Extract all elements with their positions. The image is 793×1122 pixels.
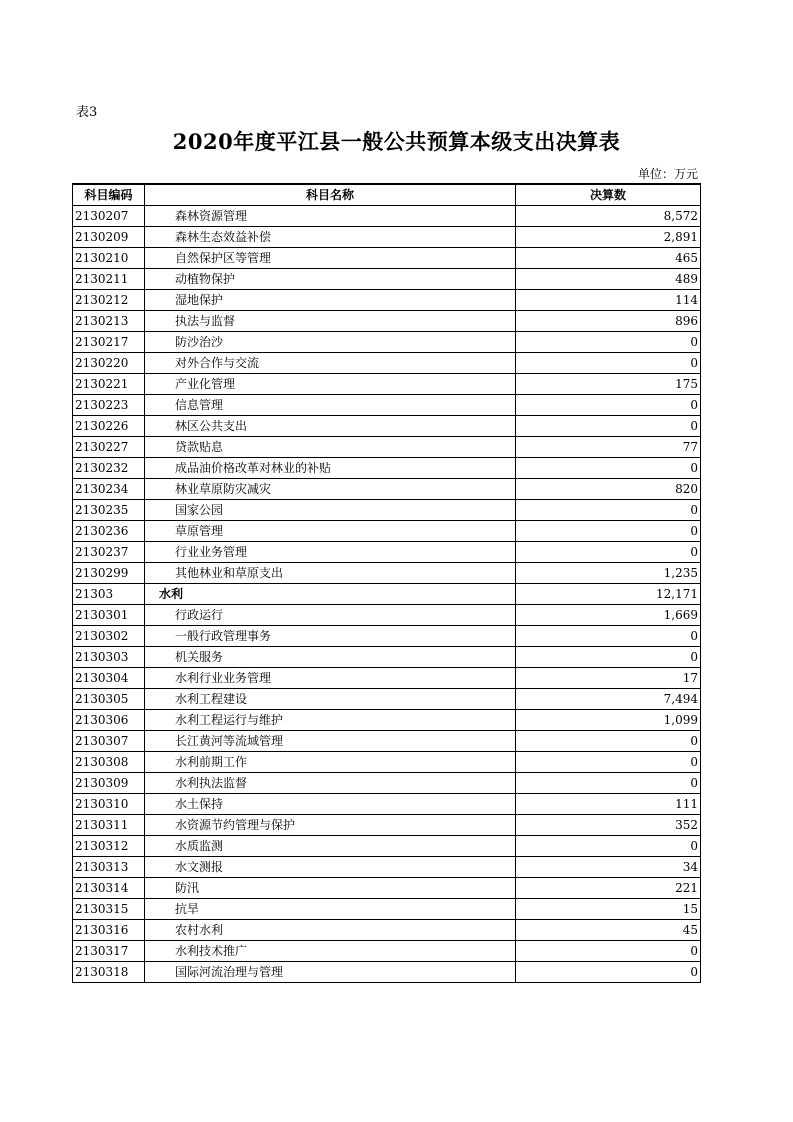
header-name: 科目名称 — [145, 184, 516, 206]
table-row — [73, 962, 701, 983]
cell-name: 行业业务管理 — [145, 542, 516, 563]
cell-amount: 114 — [516, 290, 701, 311]
table-row — [73, 248, 701, 269]
cell-name: 自然保护区等管理 — [145, 248, 516, 269]
table-row — [73, 353, 701, 374]
cell-name: 信息管理 — [145, 395, 516, 416]
cell-name: 水利 — [145, 584, 516, 605]
unit-label: 单位：万元 — [637, 167, 698, 181]
cell-name: 水土保持 — [145, 794, 516, 815]
cell-code: 2130223 — [73, 395, 145, 416]
cell-code: 2130313 — [73, 857, 145, 878]
page-title: 2020年度平江县一般公共预算本级支出决算表 — [172, 129, 621, 154]
table-row — [73, 395, 701, 416]
cell-code: 2130308 — [73, 752, 145, 773]
cell-name: 水利前期工作 — [145, 752, 516, 773]
cell-name: 森林资源管理 — [145, 206, 516, 227]
cell-name: 水利行业业务管理 — [145, 668, 516, 689]
table-row — [73, 689, 701, 710]
cell-name: 水资源节约管理与保护 — [145, 815, 516, 836]
table-row — [73, 290, 701, 311]
cell-amount: 0 — [516, 458, 701, 479]
cell-name: 国际河流治理与管理 — [145, 962, 516, 983]
cell-code: 2130227 — [73, 437, 145, 458]
table-row — [73, 542, 701, 563]
cell-amount: 12,171 — [516, 584, 701, 605]
cell-name: 成品油价格改革对林业的补贴 — [145, 458, 516, 479]
cell-name: 水质监测 — [145, 836, 516, 857]
cell-amount: 0 — [516, 332, 701, 353]
cell-amount: 352 — [516, 815, 701, 836]
cell-amount: 221 — [516, 878, 701, 899]
table-row — [73, 437, 701, 458]
cell-name: 农村水利 — [145, 920, 516, 941]
table-row — [73, 647, 701, 668]
cell-amount: 0 — [516, 626, 701, 647]
cell-amount: 17 — [516, 668, 701, 689]
cell-name: 对外合作与交流 — [145, 353, 516, 374]
table-row — [73, 479, 701, 500]
cell-amount: 0 — [516, 773, 701, 794]
cell-code: 2130310 — [73, 794, 145, 815]
cell-amount: 0 — [516, 836, 701, 857]
cell-code: 2130234 — [73, 479, 145, 500]
table-label: 表3 — [76, 105, 98, 120]
cell-code: 2130316 — [73, 920, 145, 941]
cell-code: 2130318 — [73, 962, 145, 983]
cell-amount: 0 — [516, 962, 701, 983]
cell-name: 贷款贴息 — [145, 437, 516, 458]
cell-code: 2130211 — [73, 269, 145, 290]
table-row — [73, 416, 701, 437]
cell-amount: 1,099 — [516, 710, 701, 731]
cell-code: 2130304 — [73, 668, 145, 689]
cell-name: 水文测报 — [145, 857, 516, 878]
cell-code: 2130314 — [73, 878, 145, 899]
cell-code: 2130317 — [73, 941, 145, 962]
cell-code: 2130209 — [73, 227, 145, 248]
cell-code: 2130306 — [73, 710, 145, 731]
cell-code: 2130315 — [73, 899, 145, 920]
table-row — [73, 773, 701, 794]
cell-amount: 0 — [516, 521, 701, 542]
cell-name: 林区公共支出 — [145, 416, 516, 437]
cell-code: 2130309 — [73, 773, 145, 794]
cell-code: 2130221 — [73, 374, 145, 395]
cell-code: 2130311 — [73, 815, 145, 836]
cell-code: 2130236 — [73, 521, 145, 542]
cell-code: 2130303 — [73, 647, 145, 668]
table-row — [73, 521, 701, 542]
table-row — [73, 269, 701, 290]
cell-name: 动植物保护 — [145, 269, 516, 290]
cell-code: 2130307 — [73, 731, 145, 752]
table-row — [73, 374, 701, 395]
cell-name: 水利工程运行与维护 — [145, 710, 516, 731]
cell-amount: 0 — [516, 416, 701, 437]
cell-name: 一般行政管理事务 — [145, 626, 516, 647]
cell-amount: 0 — [516, 647, 701, 668]
cell-code: 2130301 — [73, 605, 145, 626]
table-row — [73, 563, 701, 584]
cell-name: 行政运行 — [145, 605, 516, 626]
table-row — [73, 227, 701, 248]
cell-amount: 0 — [516, 731, 701, 752]
table-row — [73, 857, 701, 878]
cell-amount: 77 — [516, 437, 701, 458]
cell-amount: 465 — [516, 248, 701, 269]
cell-name: 产业化管理 — [145, 374, 516, 395]
cell-amount: 111 — [516, 794, 701, 815]
cell-amount: 15 — [516, 899, 701, 920]
cell-name: 森林生态效益补偿 — [145, 227, 516, 248]
cell-name: 水利工程建设 — [145, 689, 516, 710]
cell-name: 机关服务 — [145, 647, 516, 668]
table-header-row — [73, 184, 701, 206]
cell-amount: 34 — [516, 857, 701, 878]
cell-code: 2130232 — [73, 458, 145, 479]
table-body — [73, 206, 701, 983]
cell-code: 2130302 — [73, 626, 145, 647]
cell-code: 2130207 — [73, 206, 145, 227]
table-row — [73, 752, 701, 773]
cell-name: 湿地保护 — [145, 290, 516, 311]
table-row — [73, 668, 701, 689]
cell-code: 2130220 — [73, 353, 145, 374]
cell-name: 长江黄河等流域管理 — [145, 731, 516, 752]
cell-name: 抗旱 — [145, 899, 516, 920]
cell-code: 2130226 — [73, 416, 145, 437]
table-row — [73, 878, 701, 899]
cell-amount: 8,572 — [516, 206, 701, 227]
header-code: 科目编码 — [73, 184, 145, 206]
cell-code: 2130305 — [73, 689, 145, 710]
cell-amount: 2,891 — [516, 227, 701, 248]
cell-amount: 175 — [516, 374, 701, 395]
cell-code: 2130213 — [73, 311, 145, 332]
table-row — [73, 710, 701, 731]
table-row — [73, 920, 701, 941]
cell-amount: 896 — [516, 311, 701, 332]
cell-amount: 0 — [516, 395, 701, 416]
table-row — [73, 332, 701, 353]
table-row — [73, 311, 701, 332]
table-row — [73, 626, 701, 647]
table-row — [73, 941, 701, 962]
table-row — [73, 899, 701, 920]
cell-amount: 0 — [516, 353, 701, 374]
cell-amount: 820 — [516, 479, 701, 500]
cell-code: 2130237 — [73, 542, 145, 563]
table-row — [73, 794, 701, 815]
cell-code: 2130210 — [73, 248, 145, 269]
cell-name: 水利技术推广 — [145, 941, 516, 962]
cell-code: 2130312 — [73, 836, 145, 857]
cell-amount: 0 — [516, 941, 701, 962]
table-row — [73, 458, 701, 479]
table-row — [73, 500, 701, 521]
cell-name: 防汛 — [145, 878, 516, 899]
table-row — [73, 836, 701, 857]
cell-name: 其他林业和草原支出 — [145, 563, 516, 584]
cell-amount: 0 — [516, 542, 701, 563]
cell-name: 草原管理 — [145, 521, 516, 542]
cell-amount: 0 — [516, 752, 701, 773]
cell-name: 执法与监督 — [145, 311, 516, 332]
cell-amount: 0 — [516, 500, 701, 521]
cell-amount: 1,669 — [516, 605, 701, 626]
cell-name: 国家公园 — [145, 500, 516, 521]
cell-code: 2130217 — [73, 332, 145, 353]
header-amount: 决算数 — [516, 184, 701, 206]
table-row — [73, 731, 701, 752]
table-row — [73, 206, 701, 227]
cell-amount: 7,494 — [516, 689, 701, 710]
table-row — [73, 815, 701, 836]
table-row — [73, 584, 701, 605]
cell-amount: 45 — [516, 920, 701, 941]
cell-code: 2130299 — [73, 563, 145, 584]
table-row — [73, 605, 701, 626]
cell-name: 林业草原防灾减灾 — [145, 479, 516, 500]
cell-name: 防沙治沙 — [145, 332, 516, 353]
cell-code: 2130212 — [73, 290, 145, 311]
cell-amount: 489 — [516, 269, 701, 290]
cell-name: 水利执法监督 — [145, 773, 516, 794]
budget-table — [72, 183, 701, 983]
cell-code: 2130235 — [73, 500, 145, 521]
cell-code: 21303 — [73, 584, 145, 605]
cell-amount: 1,235 — [516, 563, 701, 584]
